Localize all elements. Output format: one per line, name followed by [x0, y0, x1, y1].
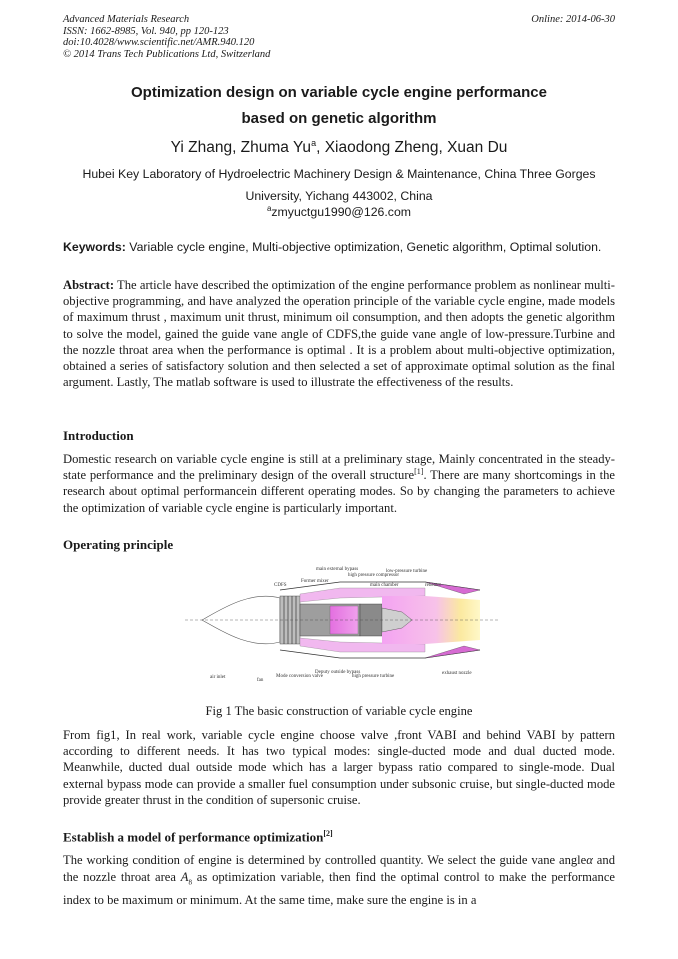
- journal-name: Advanced Materials Research: [63, 14, 190, 25]
- label-hp-turbine: high pressure turbine: [352, 674, 395, 679]
- affiliation-line-1: Hubei Key Laboratory of Hydroelectric Machinery Design & Maintenance, China Three Gorges: [82, 167, 596, 181]
- affiliation-line-2: University, Yichang 443002, China: [245, 189, 433, 203]
- keywords: [63, 240, 618, 254]
- keywords-label: Keywords:: [63, 240, 126, 254]
- intro-text-2: . There are many shortcomings in the research about optimal performancein different operating modes. So by changing the parameters to achieve the optimization of variable cycle engine is particularly important.: [63, 468, 615, 515]
- author-email: [40, 204, 638, 219]
- label-lp-turbine: low-pressure turbine: [386, 569, 428, 574]
- title-line-2: based on genetic algorithm: [241, 110, 437, 127]
- issn: ISSN: 1662-8985, Vol. 940, pp 120-123: [63, 25, 229, 37]
- operating-text: From fig1, In real work, variable cycle engine choose valve ,front VABI and behind VABI by pattern according to different needs. It has two typical modes: single-ducted mode and dual ducted mode. Meanwhile, ducted dual outside mode which has a larger bypass ratio compared to single-mode. Dual external bypass mode can provide a smaller fuel consumption under subsonic cruise, but single-ducted mode provide greater thrust in the condition of supersonic cruise.: [63, 728, 615, 807]
- label-reheater: reheater: [425, 583, 442, 588]
- model-heading-text: Establish a model of performance optimization: [63, 829, 324, 845]
- abstract-label: Abstract:: [63, 278, 115, 292]
- model-text-1: The working condition of engine is determined by controlled quantity. We select the guide vane angle: [63, 853, 587, 867]
- title-line-1: Optimization design on variable cycle engine performance: [131, 84, 547, 101]
- a8-subscript: 8: [188, 878, 192, 887]
- author-1: Yi Zhang, Zhuma Yu: [170, 139, 312, 157]
- doi: doi:10.4028/www.scientific.net/AMR.940.120: [63, 37, 255, 48]
- label-main-chamber: main chamber: [370, 583, 399, 588]
- label-exhaust-nozzle: exhaust nozzle: [442, 671, 472, 676]
- introduction-text: [63, 451, 615, 516]
- paper-title: [40, 80, 638, 132]
- model-text: [63, 852, 615, 909]
- figure-caption: Fig 1 The basic construction of variable cycle engine: [205, 704, 473, 718]
- introduction-heading: Introduction: [63, 428, 134, 443]
- model-text-3: as optimization variable, then find the optimal control to make the performance index to be maximum or minimum. At the same time, make sure the engine is in a: [63, 870, 615, 907]
- label-main-external: main external bypass: [316, 567, 359, 572]
- model-ref: [2]: [323, 829, 333, 838]
- label-hp-compressor: high pressure compressor: [348, 573, 400, 578]
- keywords-text: Variable cycle engine, Multi-objective optimization, Genetic algorithm, Optimal solution.: [125, 240, 602, 254]
- a8-symbol: A: [180, 870, 189, 884]
- nozzle-flap-bottom: [425, 646, 480, 658]
- intro-ref: [1]: [414, 467, 424, 477]
- email-sup: a: [266, 204, 272, 213]
- copyright: © 2014 Trans Tech Publications Ltd, Switzerland: [63, 48, 271, 60]
- author-list: [40, 138, 638, 157]
- label-mode-conversion: Mode conversion valve: [276, 674, 323, 679]
- email-address: zmyuctgu1990@126.com: [271, 205, 412, 220]
- alpha-symbol: α: [586, 853, 593, 867]
- operating-heading: Operating principle: [63, 537, 174, 552]
- model-text-2: and the nozzle throat area: [63, 853, 615, 884]
- author-1-sup: a: [311, 138, 317, 148]
- combustor: [330, 606, 358, 634]
- intro-text-1: Domestic research on variable cycle engine is still at a preliminary stage, Mainly concentrated in the steady-state performance and the preliminary design of the overall structure: [63, 452, 615, 483]
- model-heading: [63, 829, 333, 845]
- online-date: Online: 2014-06-30: [531, 14, 615, 25]
- label-fan: fan: [257, 678, 264, 683]
- label-air-inlet: air inlet: [210, 675, 226, 680]
- affiliation: [40, 163, 638, 207]
- abstract: [63, 277, 615, 390]
- label-former-mixer: Former mixer: [301, 579, 329, 584]
- author-rest: , Xiaodong Zheng, Xuan Du: [316, 139, 508, 157]
- label-cdfs: CDFS: [274, 583, 287, 588]
- journal-header: [63, 14, 270, 60]
- label-deputy-outside: Deputy outside bypass: [315, 670, 361, 675]
- engine-figure: [180, 560, 500, 690]
- abstract-text: The article have described the optimization of the engine performance problem as nonlinear multi-objective programming, and have analyzed the operation principle of the variable cycle engine, made models of maximum thrust , maximum unit thrust, minimum oil consumption, and then adopts the genetic algorithm to solve the model, gained the guide vane angle of CDFS,the guide vane angle of low-pressure.Turbine and the nozzle throat area when the performance is optimal . It is a problem about multi-objective optimization, obtained a series of satisfactory solution and then selected a set of approximate optimal solution as the final argument. Lastly, The matlab software is used to illustrate the effectiveness of the results.: [63, 278, 615, 390]
